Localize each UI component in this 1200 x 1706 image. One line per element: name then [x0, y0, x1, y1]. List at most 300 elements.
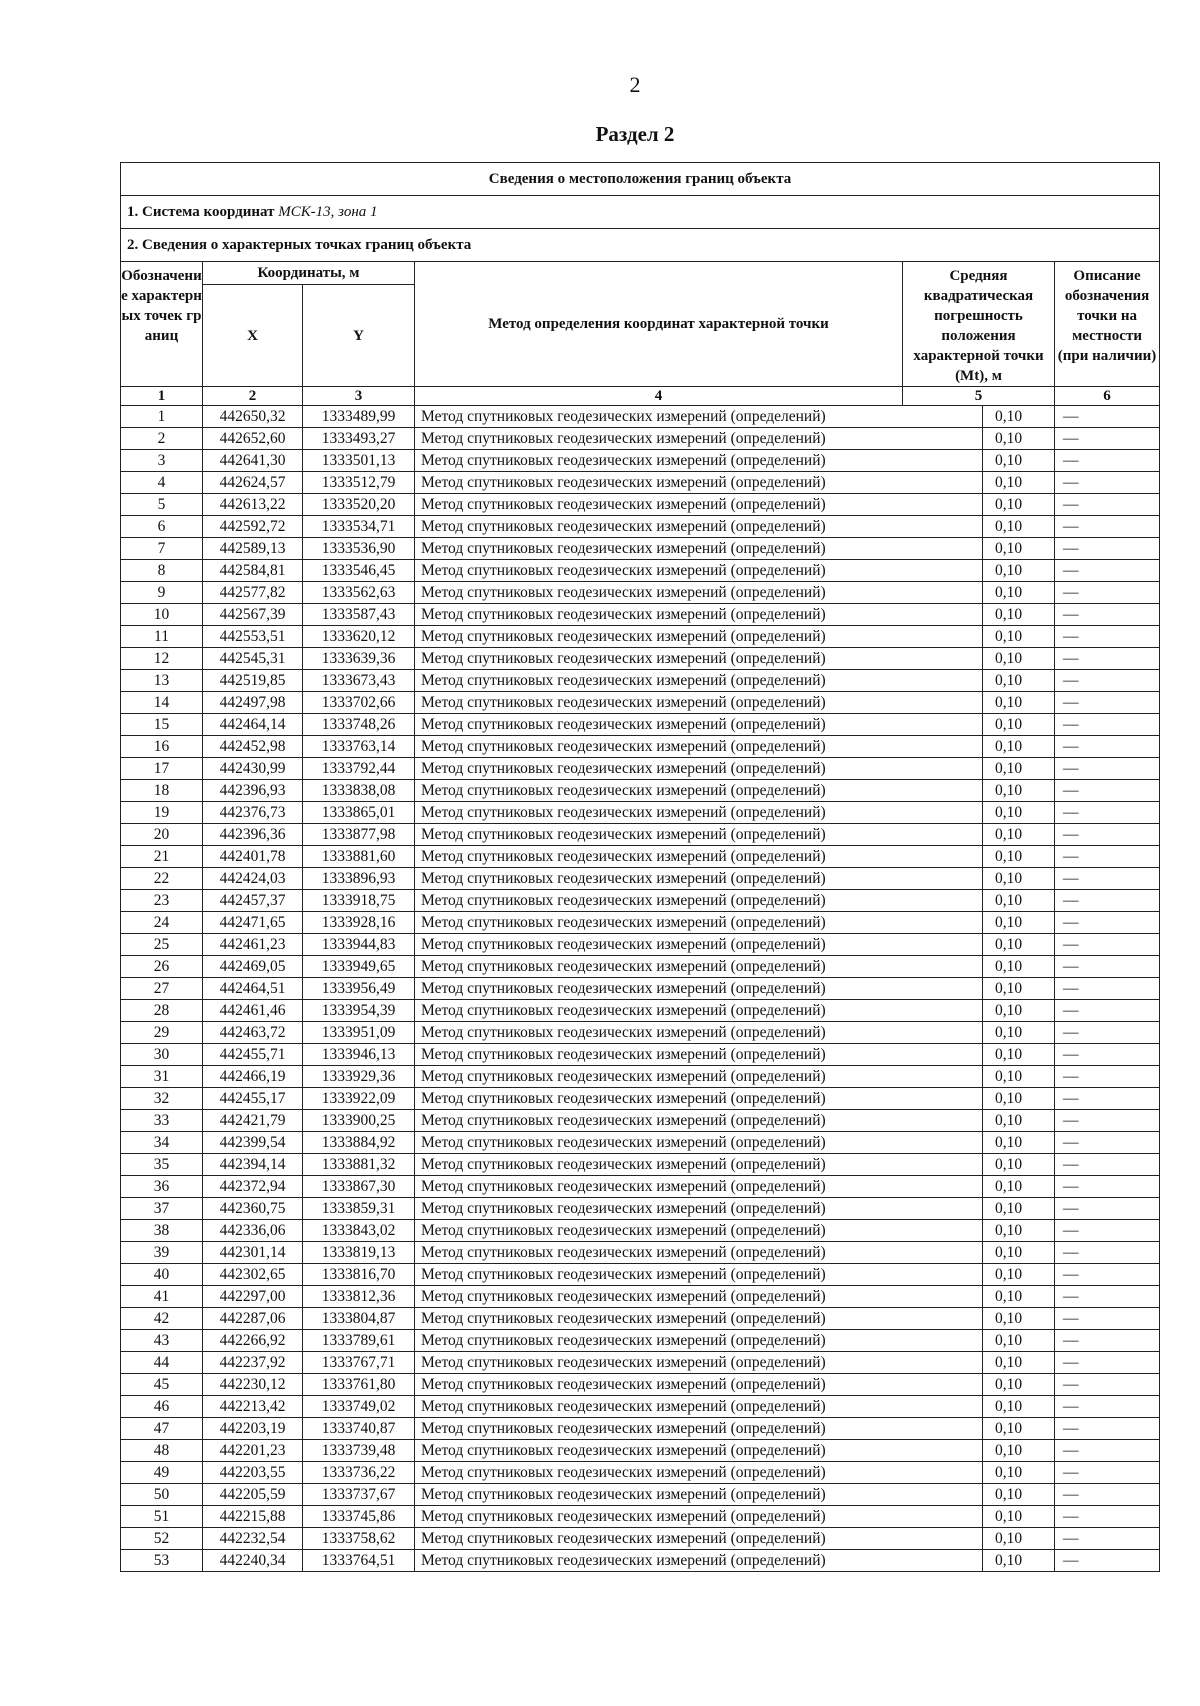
y-coordinate: 1333740,87 [303, 1418, 415, 1440]
header-x: X [203, 285, 303, 387]
mean-error-cell: 0,10 [983, 1330, 1055, 1352]
description-cell: — [1055, 538, 1160, 560]
mean-error-cell: 0,10 [983, 802, 1055, 824]
mean-error-cell: 0,10 [983, 1264, 1055, 1286]
table-row [121, 1088, 1160, 1110]
x-coordinate: 442553,51 [203, 626, 303, 648]
mean-error-cell: 0,10 [983, 1506, 1055, 1528]
description-cell: — [1055, 802, 1160, 824]
mean-error-cell: 0,10 [983, 472, 1055, 494]
y-coordinate: 1333881,60 [303, 846, 415, 868]
point-number: 32 [121, 1088, 203, 1110]
point-number: 25 [121, 934, 203, 956]
point-number: 37 [121, 1198, 203, 1220]
table-row [121, 780, 1160, 802]
y-coordinate: 1333620,12 [303, 626, 415, 648]
table-row [121, 956, 1160, 978]
y-coordinate: 1333949,65 [303, 956, 415, 978]
x-coordinate: 442372,94 [203, 1176, 303, 1198]
header-y: Y [303, 285, 415, 387]
table-row [121, 978, 1160, 1000]
mean-error-cell: 0,10 [983, 1044, 1055, 1066]
table-row [121, 736, 1160, 758]
table-row [121, 1308, 1160, 1330]
mean-error-cell: 0,10 [983, 428, 1055, 450]
coordinate-system-value: МСК-13, зона 1 [278, 203, 378, 220]
x-coordinate: 442464,14 [203, 714, 303, 736]
x-coordinate: 442466,19 [203, 1066, 303, 1088]
method-cell: Метод спутниковых геодезических измерений (определений) [415, 1352, 983, 1374]
x-coordinate: 442396,36 [203, 824, 303, 846]
method-cell: Метод спутниковых геодезических измерений (определений) [415, 1550, 983, 1572]
mean-error-cell: 0,10 [983, 406, 1055, 428]
y-coordinate: 1333819,13 [303, 1242, 415, 1264]
mean-error-cell: 0,10 [983, 1528, 1055, 1550]
point-number: 18 [121, 780, 203, 802]
description-cell: — [1055, 780, 1160, 802]
table-row [121, 1330, 1160, 1352]
method-cell: Метод спутниковых геодезических измерений (определений) [415, 868, 983, 890]
y-coordinate: 1333900,25 [303, 1110, 415, 1132]
description-cell: — [1055, 582, 1160, 604]
x-coordinate: 442360,75 [203, 1198, 303, 1220]
method-cell: Метод спутниковых геодезических измерений (определений) [415, 912, 983, 934]
y-coordinate: 1333946,13 [303, 1044, 415, 1066]
method-cell: Метод спутниковых геодезических измерений (определений) [415, 582, 983, 604]
description-cell: — [1055, 1550, 1160, 1572]
point-number: 5 [121, 494, 203, 516]
y-coordinate: 1333493,27 [303, 428, 415, 450]
mean-error-cell: 0,10 [983, 736, 1055, 758]
point-number: 46 [121, 1396, 203, 1418]
method-cell: Метод спутниковых геодезических измерений (определений) [415, 1308, 983, 1330]
description-cell: — [1055, 516, 1160, 538]
point-number: 3 [121, 450, 203, 472]
point-number: 8 [121, 560, 203, 582]
method-cell: Метод спутниковых геодезических измерений (определений) [415, 1264, 983, 1286]
method-cell: Метод спутниковых геодезических измерений (определений) [415, 1198, 983, 1220]
mean-error-cell: 0,10 [983, 1088, 1055, 1110]
description-cell: — [1055, 1440, 1160, 1462]
description-cell: — [1055, 1462, 1160, 1484]
y-coordinate: 1333546,45 [303, 560, 415, 582]
description-cell: — [1055, 1154, 1160, 1176]
x-coordinate: 442455,71 [203, 1044, 303, 1066]
table-row [121, 1000, 1160, 1022]
description-cell: — [1055, 406, 1160, 428]
point-number: 1 [121, 406, 203, 428]
method-cell: Метод спутниковых геодезических измерений (определений) [415, 802, 983, 824]
x-coordinate: 442584,81 [203, 560, 303, 582]
page-number: 2 [629, 72, 641, 97]
column-number: 3 [303, 387, 415, 406]
y-coordinate: 1333877,98 [303, 824, 415, 846]
y-coordinate: 1333534,71 [303, 516, 415, 538]
coordinate-system-label: 1. Система координат [127, 203, 275, 220]
description-cell: — [1055, 1176, 1160, 1198]
method-cell: Метод спутниковых геодезических измерений (определений) [415, 956, 983, 978]
description-cell: — [1055, 934, 1160, 956]
x-coordinate: 442376,73 [203, 802, 303, 824]
table-row [121, 1462, 1160, 1484]
point-number: 7 [121, 538, 203, 560]
description-cell: — [1055, 714, 1160, 736]
table-row [121, 692, 1160, 714]
table-row [121, 1242, 1160, 1264]
x-coordinate: 442230,12 [203, 1374, 303, 1396]
point-number: 4 [121, 472, 203, 494]
mean-error-cell: 0,10 [983, 978, 1055, 1000]
description-cell: — [1055, 956, 1160, 978]
x-coordinate: 442463,72 [203, 1022, 303, 1044]
column-number: 2 [203, 387, 303, 406]
y-coordinate: 1333951,09 [303, 1022, 415, 1044]
point-number: 51 [121, 1506, 203, 1528]
table-row [121, 1396, 1160, 1418]
y-coordinate: 1333865,01 [303, 802, 415, 824]
table-row [121, 494, 1160, 516]
table-row [121, 1528, 1160, 1550]
x-coordinate: 442455,17 [203, 1088, 303, 1110]
y-coordinate: 1333881,32 [303, 1154, 415, 1176]
method-cell: Метод спутниковых геодезических измерений (определений) [415, 780, 983, 802]
y-coordinate: 1333737,67 [303, 1484, 415, 1506]
method-cell: Метод спутниковых геодезических измерений (определений) [415, 1440, 983, 1462]
mean-error-cell: 0,10 [983, 604, 1055, 626]
mean-error-cell: 0,10 [983, 1066, 1055, 1088]
point-number: 44 [121, 1352, 203, 1374]
table-row [121, 1352, 1160, 1374]
method-cell: Метод спутниковых геодезических измерений (определений) [415, 714, 983, 736]
mean-error-cell: 0,10 [983, 1484, 1055, 1506]
table-row [121, 890, 1160, 912]
method-cell: Метод спутниковых геодезических измерений (определений) [415, 1484, 983, 1506]
x-coordinate: 442567,39 [203, 604, 303, 626]
method-cell: Метод спутниковых геодезических измерений (определений) [415, 1110, 983, 1132]
description-cell: — [1055, 1220, 1160, 1242]
mean-error-cell: 0,10 [983, 1242, 1055, 1264]
point-number: 26 [121, 956, 203, 978]
x-coordinate: 442336,06 [203, 1220, 303, 1242]
point-number: 52 [121, 1528, 203, 1550]
description-cell: — [1055, 1506, 1160, 1528]
description-cell: — [1055, 1418, 1160, 1440]
x-coordinate: 442287,06 [203, 1308, 303, 1330]
table-row [121, 648, 1160, 670]
table-row [121, 604, 1160, 626]
mean-error-cell: 0,10 [983, 912, 1055, 934]
table-row [121, 802, 1160, 824]
mean-error-cell: 0,10 [983, 1550, 1055, 1572]
mean-error-cell: 0,10 [983, 1396, 1055, 1418]
method-cell: Метод спутниковых геодезических измерений (определений) [415, 1154, 983, 1176]
x-coordinate: 442624,57 [203, 472, 303, 494]
description-cell: — [1055, 428, 1160, 450]
description-cell: — [1055, 758, 1160, 780]
mean-error-cell: 0,10 [983, 582, 1055, 604]
table-row [121, 1550, 1160, 1572]
header-method: Метод определения координат характерной точки [415, 262, 903, 387]
x-coordinate: 442232,54 [203, 1528, 303, 1550]
x-coordinate: 442401,78 [203, 846, 303, 868]
x-coordinate: 442266,92 [203, 1330, 303, 1352]
table-row [121, 1066, 1160, 1088]
method-cell: Метод спутниковых геодезических измерений (определений) [415, 670, 983, 692]
y-coordinate: 1333954,39 [303, 1000, 415, 1022]
point-number: 49 [121, 1462, 203, 1484]
mean-error-cell: 0,10 [983, 494, 1055, 516]
description-cell: — [1055, 670, 1160, 692]
point-number: 33 [121, 1110, 203, 1132]
x-coordinate: 442240,34 [203, 1550, 303, 1572]
mean-error-cell: 0,10 [983, 692, 1055, 714]
mean-error-cell: 0,10 [983, 1374, 1055, 1396]
point-number: 17 [121, 758, 203, 780]
column-number: 1 [121, 387, 203, 406]
point-number: 15 [121, 714, 203, 736]
method-cell: Метод спутниковых геодезических измерений (определений) [415, 1462, 983, 1484]
method-cell: Метод спутниковых геодезических измерений (определений) [415, 472, 983, 494]
point-number: 39 [121, 1242, 203, 1264]
description-cell: — [1055, 1242, 1160, 1264]
method-cell: Метод спутниковых геодезических измерений (определений) [415, 626, 983, 648]
y-coordinate: 1333748,26 [303, 714, 415, 736]
description-cell: — [1055, 1000, 1160, 1022]
point-number: 36 [121, 1176, 203, 1198]
method-cell: Метод спутниковых геодезических измерений (определений) [415, 736, 983, 758]
table-row [121, 758, 1160, 780]
y-coordinate: 1333673,43 [303, 670, 415, 692]
table-row [121, 846, 1160, 868]
y-coordinate: 1333520,20 [303, 494, 415, 516]
y-coordinate: 1333896,93 [303, 868, 415, 890]
table-row [121, 1484, 1160, 1506]
mean-error-cell: 0,10 [983, 1110, 1055, 1132]
y-coordinate: 1333792,44 [303, 758, 415, 780]
x-coordinate: 442430,99 [203, 758, 303, 780]
mean-error-cell: 0,10 [983, 648, 1055, 670]
y-coordinate: 1333944,83 [303, 934, 415, 956]
method-cell: Метод спутниковых геодезических измерений (определений) [415, 1088, 983, 1110]
x-coordinate: 442201,23 [203, 1440, 303, 1462]
table-row [121, 1154, 1160, 1176]
method-cell: Метод спутниковых геодезических измерений (определений) [415, 1396, 983, 1418]
table-row [121, 934, 1160, 956]
description-cell: — [1055, 1198, 1160, 1220]
y-coordinate: 1333922,09 [303, 1088, 415, 1110]
description-cell: — [1055, 1286, 1160, 1308]
mean-error-cell: 0,10 [983, 516, 1055, 538]
description-cell: — [1055, 1308, 1160, 1330]
description-cell: — [1055, 824, 1160, 846]
point-number: 14 [121, 692, 203, 714]
table-row [121, 516, 1160, 538]
description-cell: — [1055, 560, 1160, 582]
table-row [121, 868, 1160, 890]
method-cell: Метод спутниковых геодезических измерений (определений) [415, 516, 983, 538]
mean-error-cell: 0,10 [983, 1154, 1055, 1176]
mean-error-cell: 0,10 [983, 934, 1055, 956]
method-cell: Метод спутниковых геодезических измерений (определений) [415, 560, 983, 582]
method-cell: Метод спутниковых геодезических измерений (определений) [415, 1132, 983, 1154]
description-cell: — [1055, 890, 1160, 912]
description-cell: — [1055, 1066, 1160, 1088]
header-coordinates: Координаты, м [203, 262, 415, 285]
method-cell: Метод спутниковых геодезических измерений (определений) [415, 1330, 983, 1352]
description-cell: — [1055, 868, 1160, 890]
method-cell: Метод спутниковых геодезических измерений (определений) [415, 1066, 983, 1088]
boundary-points-table [120, 162, 1160, 1572]
mean-error-cell: 0,10 [983, 1352, 1055, 1374]
mean-error-cell: 0,10 [983, 538, 1055, 560]
table-row [121, 1264, 1160, 1286]
y-coordinate: 1333745,86 [303, 1506, 415, 1528]
method-cell: Метод спутниковых геодезических измерений (определений) [415, 604, 983, 626]
y-coordinate: 1333804,87 [303, 1308, 415, 1330]
point-number: 2 [121, 428, 203, 450]
table-row [121, 1506, 1160, 1528]
description-cell: — [1055, 736, 1160, 758]
table-title: Сведения о местоположения границ объекта [121, 163, 1160, 196]
method-cell: Метод спутниковых геодезических измерений (определений) [415, 692, 983, 714]
point-number: 22 [121, 868, 203, 890]
point-number: 31 [121, 1066, 203, 1088]
point-number: 6 [121, 516, 203, 538]
mean-error-cell: 0,10 [983, 1132, 1055, 1154]
method-cell: Метод спутниковых геодезических измерений (определений) [415, 406, 983, 428]
table-row [121, 824, 1160, 846]
y-coordinate: 1333501,13 [303, 450, 415, 472]
x-coordinate: 442394,14 [203, 1154, 303, 1176]
y-coordinate: 1333956,49 [303, 978, 415, 1000]
y-coordinate: 1333587,43 [303, 604, 415, 626]
table-row [121, 670, 1160, 692]
description-cell: — [1055, 978, 1160, 1000]
x-coordinate: 442215,88 [203, 1506, 303, 1528]
y-coordinate: 1333867,30 [303, 1176, 415, 1198]
y-coordinate: 1333758,62 [303, 1528, 415, 1550]
x-coordinate: 442205,59 [203, 1484, 303, 1506]
x-coordinate: 442469,05 [203, 956, 303, 978]
x-coordinate: 442302,65 [203, 1264, 303, 1286]
method-cell: Метод спутниковых геодезических измерений (определений) [415, 978, 983, 1000]
method-cell: Метод спутниковых геодезических измерений (определений) [415, 846, 983, 868]
y-coordinate: 1333859,31 [303, 1198, 415, 1220]
method-cell: Метод спутниковых геодезических измерений (определений) [415, 1286, 983, 1308]
table-row [121, 1198, 1160, 1220]
description-cell: — [1055, 1528, 1160, 1550]
point-number: 23 [121, 890, 203, 912]
x-coordinate: 442424,03 [203, 868, 303, 890]
mean-error-cell: 0,10 [983, 714, 1055, 736]
mean-error-cell: 0,10 [983, 1176, 1055, 1198]
description-cell: — [1055, 494, 1160, 516]
point-number: 38 [121, 1220, 203, 1242]
header-description: Описание обозначения точки на местности (при наличии) [1055, 262, 1160, 387]
x-coordinate: 442592,72 [203, 516, 303, 538]
x-coordinate: 442471,65 [203, 912, 303, 934]
description-cell: — [1055, 846, 1160, 868]
table-row [121, 912, 1160, 934]
mean-error-cell: 0,10 [983, 846, 1055, 868]
description-cell: — [1055, 648, 1160, 670]
y-coordinate: 1333928,16 [303, 912, 415, 934]
method-cell: Метод спутниковых геодезических измерений (определений) [415, 1242, 983, 1264]
x-coordinate: 442452,98 [203, 736, 303, 758]
mean-error-cell: 0,10 [983, 890, 1055, 912]
y-coordinate: 1333739,48 [303, 1440, 415, 1462]
method-cell: Метод спутниковых геодезических измерений (определений) [415, 494, 983, 516]
method-cell: Метод спутниковых геодезических измерений (определений) [415, 1506, 983, 1528]
point-number: 30 [121, 1044, 203, 1066]
method-cell: Метод спутниковых геодезических измерений (определений) [415, 758, 983, 780]
description-cell: — [1055, 1044, 1160, 1066]
x-coordinate: 442297,00 [203, 1286, 303, 1308]
column-number: 6 [1055, 387, 1160, 406]
y-coordinate: 1333639,36 [303, 648, 415, 670]
column-number: 5 [903, 387, 1055, 406]
x-coordinate: 442396,93 [203, 780, 303, 802]
y-coordinate: 1333838,08 [303, 780, 415, 802]
x-coordinate: 442589,13 [203, 538, 303, 560]
method-cell: Метод спутниковых геодезических измерений (определений) [415, 824, 983, 846]
x-coordinate: 442652,60 [203, 428, 303, 450]
method-cell: Метод спутниковых геодезических измерений (определений) [415, 1418, 983, 1440]
mean-error-cell: 0,10 [983, 780, 1055, 802]
point-number: 27 [121, 978, 203, 1000]
x-coordinate: 442464,51 [203, 978, 303, 1000]
point-number: 10 [121, 604, 203, 626]
method-cell: Метод спутниковых геодезических измерений (определений) [415, 1374, 983, 1396]
x-coordinate: 442457,37 [203, 890, 303, 912]
y-coordinate: 1333702,66 [303, 692, 415, 714]
description-cell: — [1055, 1396, 1160, 1418]
y-coordinate: 1333812,36 [303, 1286, 415, 1308]
table-row [121, 450, 1160, 472]
y-coordinate: 1333764,51 [303, 1550, 415, 1572]
mean-error-cell: 0,10 [983, 1220, 1055, 1242]
x-coordinate: 442213,42 [203, 1396, 303, 1418]
description-cell: — [1055, 450, 1160, 472]
point-number: 34 [121, 1132, 203, 1154]
description-cell: — [1055, 604, 1160, 626]
point-number: 45 [121, 1374, 203, 1396]
x-coordinate: 442641,30 [203, 450, 303, 472]
description-cell: — [1055, 912, 1160, 934]
table-row [121, 1110, 1160, 1132]
x-coordinate: 442399,54 [203, 1132, 303, 1154]
description-cell: — [1055, 1330, 1160, 1352]
point-number: 47 [121, 1418, 203, 1440]
x-coordinate: 442203,19 [203, 1418, 303, 1440]
y-coordinate: 1333843,02 [303, 1220, 415, 1242]
mean-error-cell: 0,10 [983, 1308, 1055, 1330]
x-coordinate: 442545,31 [203, 648, 303, 670]
point-number: 48 [121, 1440, 203, 1462]
description-cell: — [1055, 692, 1160, 714]
point-number: 53 [121, 1550, 203, 1572]
x-coordinate: 442461,46 [203, 1000, 303, 1022]
method-cell: Метод спутниковых геодезических измерений (определений) [415, 1022, 983, 1044]
y-coordinate: 1333761,80 [303, 1374, 415, 1396]
point-number: 11 [121, 626, 203, 648]
coordinate-system [121, 196, 1160, 229]
table-row [121, 714, 1160, 736]
mean-error-cell: 0,10 [983, 1440, 1055, 1462]
table-row [121, 1044, 1160, 1066]
description-cell: — [1055, 1088, 1160, 1110]
description-cell: — [1055, 626, 1160, 648]
